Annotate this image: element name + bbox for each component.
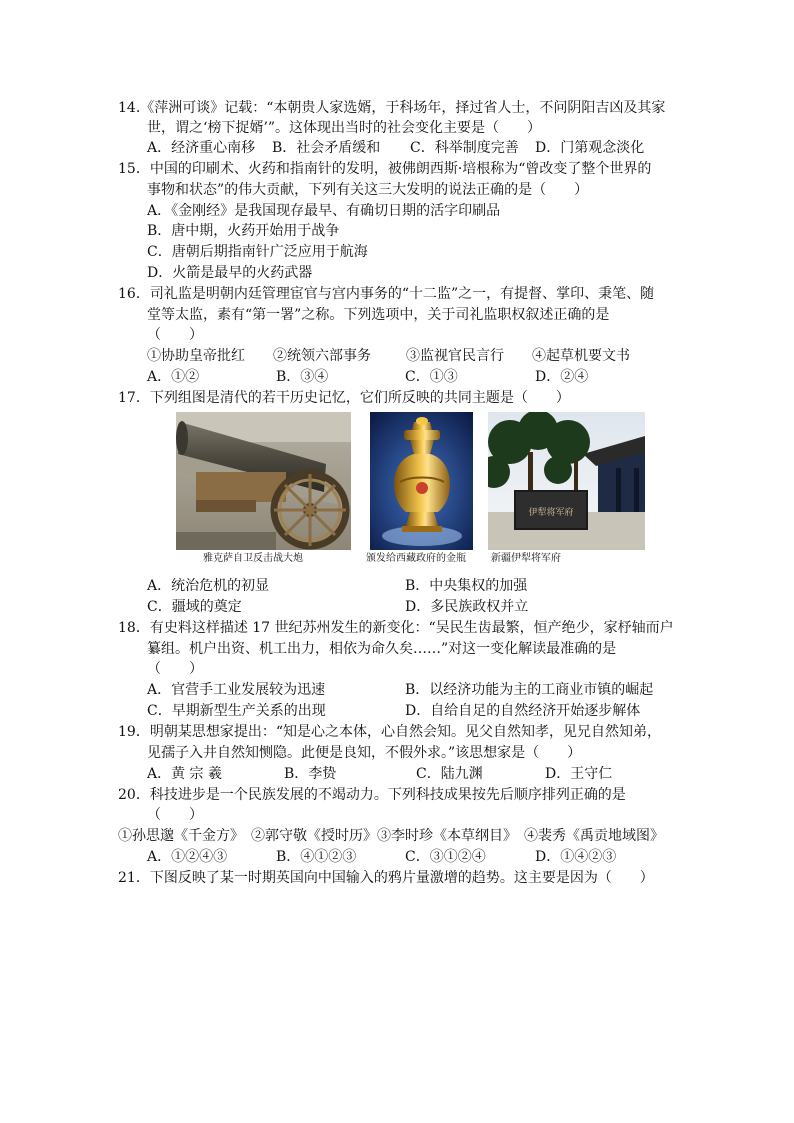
q20-option-a: A．①②④③ xyxy=(147,849,228,865)
q17-caption-urn: 颁发给西藏政府的金瓶 xyxy=(366,553,466,564)
q15-option-a: A．《金刚经》是我国现存最早、有确切日期的活字印刷品 xyxy=(147,203,501,219)
q16-option-d: D．②④ xyxy=(535,369,589,385)
q17-caption-mansion: 新疆伊犁将军府 xyxy=(491,553,561,564)
q20-option-c: C．③①②④ xyxy=(405,849,486,865)
q16-item-3: ③监视官民言行 xyxy=(406,348,504,364)
q16-option-a: A．①② xyxy=(147,369,200,385)
q16-answer-paren: （ ） xyxy=(147,327,203,343)
q20-option-d: D．①④②③ xyxy=(535,849,617,865)
q15-option-b: B．唐中期，火药开始用于战争 xyxy=(147,223,340,239)
q20-items: ①孙思邈《千金方》 ②郭守敬《授时历》③李时珍《本草纲目》 ④裴秀《禹贡地域图》 xyxy=(118,828,664,844)
q18-option-c: C．早期新型生产关系的出现 xyxy=(147,703,326,719)
q17-stem: 17．下列组图是清代的若干历史记忆，它们所反映的共同主题是（ ） xyxy=(118,390,570,406)
q20-option-b: B．④①②③ xyxy=(276,849,357,865)
q14-stem-line2: 世，谓之‘榜下捉婿’”。这体现出当时的社会变化主要是（ ） xyxy=(147,120,542,136)
q16-option-c: C．①③ xyxy=(405,369,458,385)
q15-option-c: C．唐朝后期指南针广泛应用于航海 xyxy=(147,244,368,260)
q18-option-d: D．自给自足的自然经济开始逐步解体 xyxy=(405,703,641,719)
q14-option-c: C．科举制度完善 xyxy=(410,140,519,156)
q17-option-d: D．多民族政权并立 xyxy=(405,599,529,615)
q20-stem-line1: 20．科技进步是一个民族发展的不竭动力。下列科技成果按先后顺序排列正确的是 xyxy=(118,787,626,803)
q15-option-d: D．火箭是最早的火药武器 xyxy=(147,265,313,281)
q14-option-b: B．社会矛盾缓和 xyxy=(272,140,381,156)
q21-stem: 21．下图反映了某一时期英国向中国输入的鸦片量激增的趋势。这主要是因为（ ） xyxy=(118,870,654,886)
q18-stem-line2: 纂组。机户出资、机工出力，相依为命久矣……”对这一变化解读最准确的是 xyxy=(147,641,617,657)
q16-stem-line1: 16．司礼监是明朝内廷管理宦官与宫内事务的“十二监”之一，有提督、掌印、秉笔、随 xyxy=(118,286,655,302)
q20-answer-paren: （ ） xyxy=(147,807,203,823)
q14-option-a: A．经济重心南移 xyxy=(147,140,256,156)
q19-stem-line2: 见孺子入井自然知恻隐。此便是良知，不假外求。”该思想家是（ ） xyxy=(147,745,582,761)
golden-urn-photo xyxy=(370,412,473,550)
q16-option-b: B．③④ xyxy=(276,369,329,385)
q16-item-2: ②统领六部事务 xyxy=(273,348,371,364)
q19-option-c: C．陆九渊 xyxy=(416,766,483,782)
q17-option-c: C．疆域的奠定 xyxy=(147,599,242,615)
q17-caption-cannon: 雅克萨自卫反击战大炮 xyxy=(203,553,303,564)
q15-stem-line1: 15．中国的印刷术、火药和指南针的发明，被佛朗西斯·培根称为“曾改变了整个世界的 xyxy=(118,161,652,177)
q19-stem-line1: 19．明朝某思想家提出：“知是心之本体，心自然会知。见父自然知孝，见兄自然知弟， xyxy=(118,724,661,740)
q16-stem-line2: 堂等太监，素有“第一署”之称。下列选项中，关于司礼监职权叙述正确的是 xyxy=(147,307,610,323)
q14-option-d: D．门第观念淡化 xyxy=(535,140,645,156)
q18-option-b: B．以经济功能为主的工商业市镇的崛起 xyxy=(405,682,654,698)
yili-mansion-photo xyxy=(488,412,645,550)
q18-stem-line1: 18．有史料这样描述 17 世纪苏州发生的新变化：“吴民生齿最繁，恒产绝少，家杼轴而户 xyxy=(118,620,674,636)
q19-option-a: A．黄 宗 羲 xyxy=(147,766,223,782)
q17-option-b: B．中央集权的加强 xyxy=(405,578,528,594)
mansion-sign-text: 伊犁将军府 xyxy=(528,508,574,518)
q16-item-1: ①协助皇帝批红 xyxy=(147,348,245,364)
q14-stem-line1: 14.《萍洲可谈》记载：“本朝贵人家选婿，于科场年，择过省人士，不问阴阳吉凶及其家 xyxy=(118,100,666,116)
cannon-photo xyxy=(176,412,351,550)
q18-option-a: A．官营手工业发展较为迅速 xyxy=(147,682,326,698)
q18-answer-paren: （ ） xyxy=(147,661,203,677)
q16-item-4: ④起草机要文书 xyxy=(532,348,630,364)
q17-option-a: A．统治危机的初显 xyxy=(147,578,270,594)
q15-stem-line2: 事物和状态”的伟大贡献，下列有关这三大发明的说法正确的是（ ） xyxy=(147,182,589,198)
q19-option-d: D．王守仁 xyxy=(545,766,613,782)
q19-option-b: B．李贽 xyxy=(284,766,337,782)
